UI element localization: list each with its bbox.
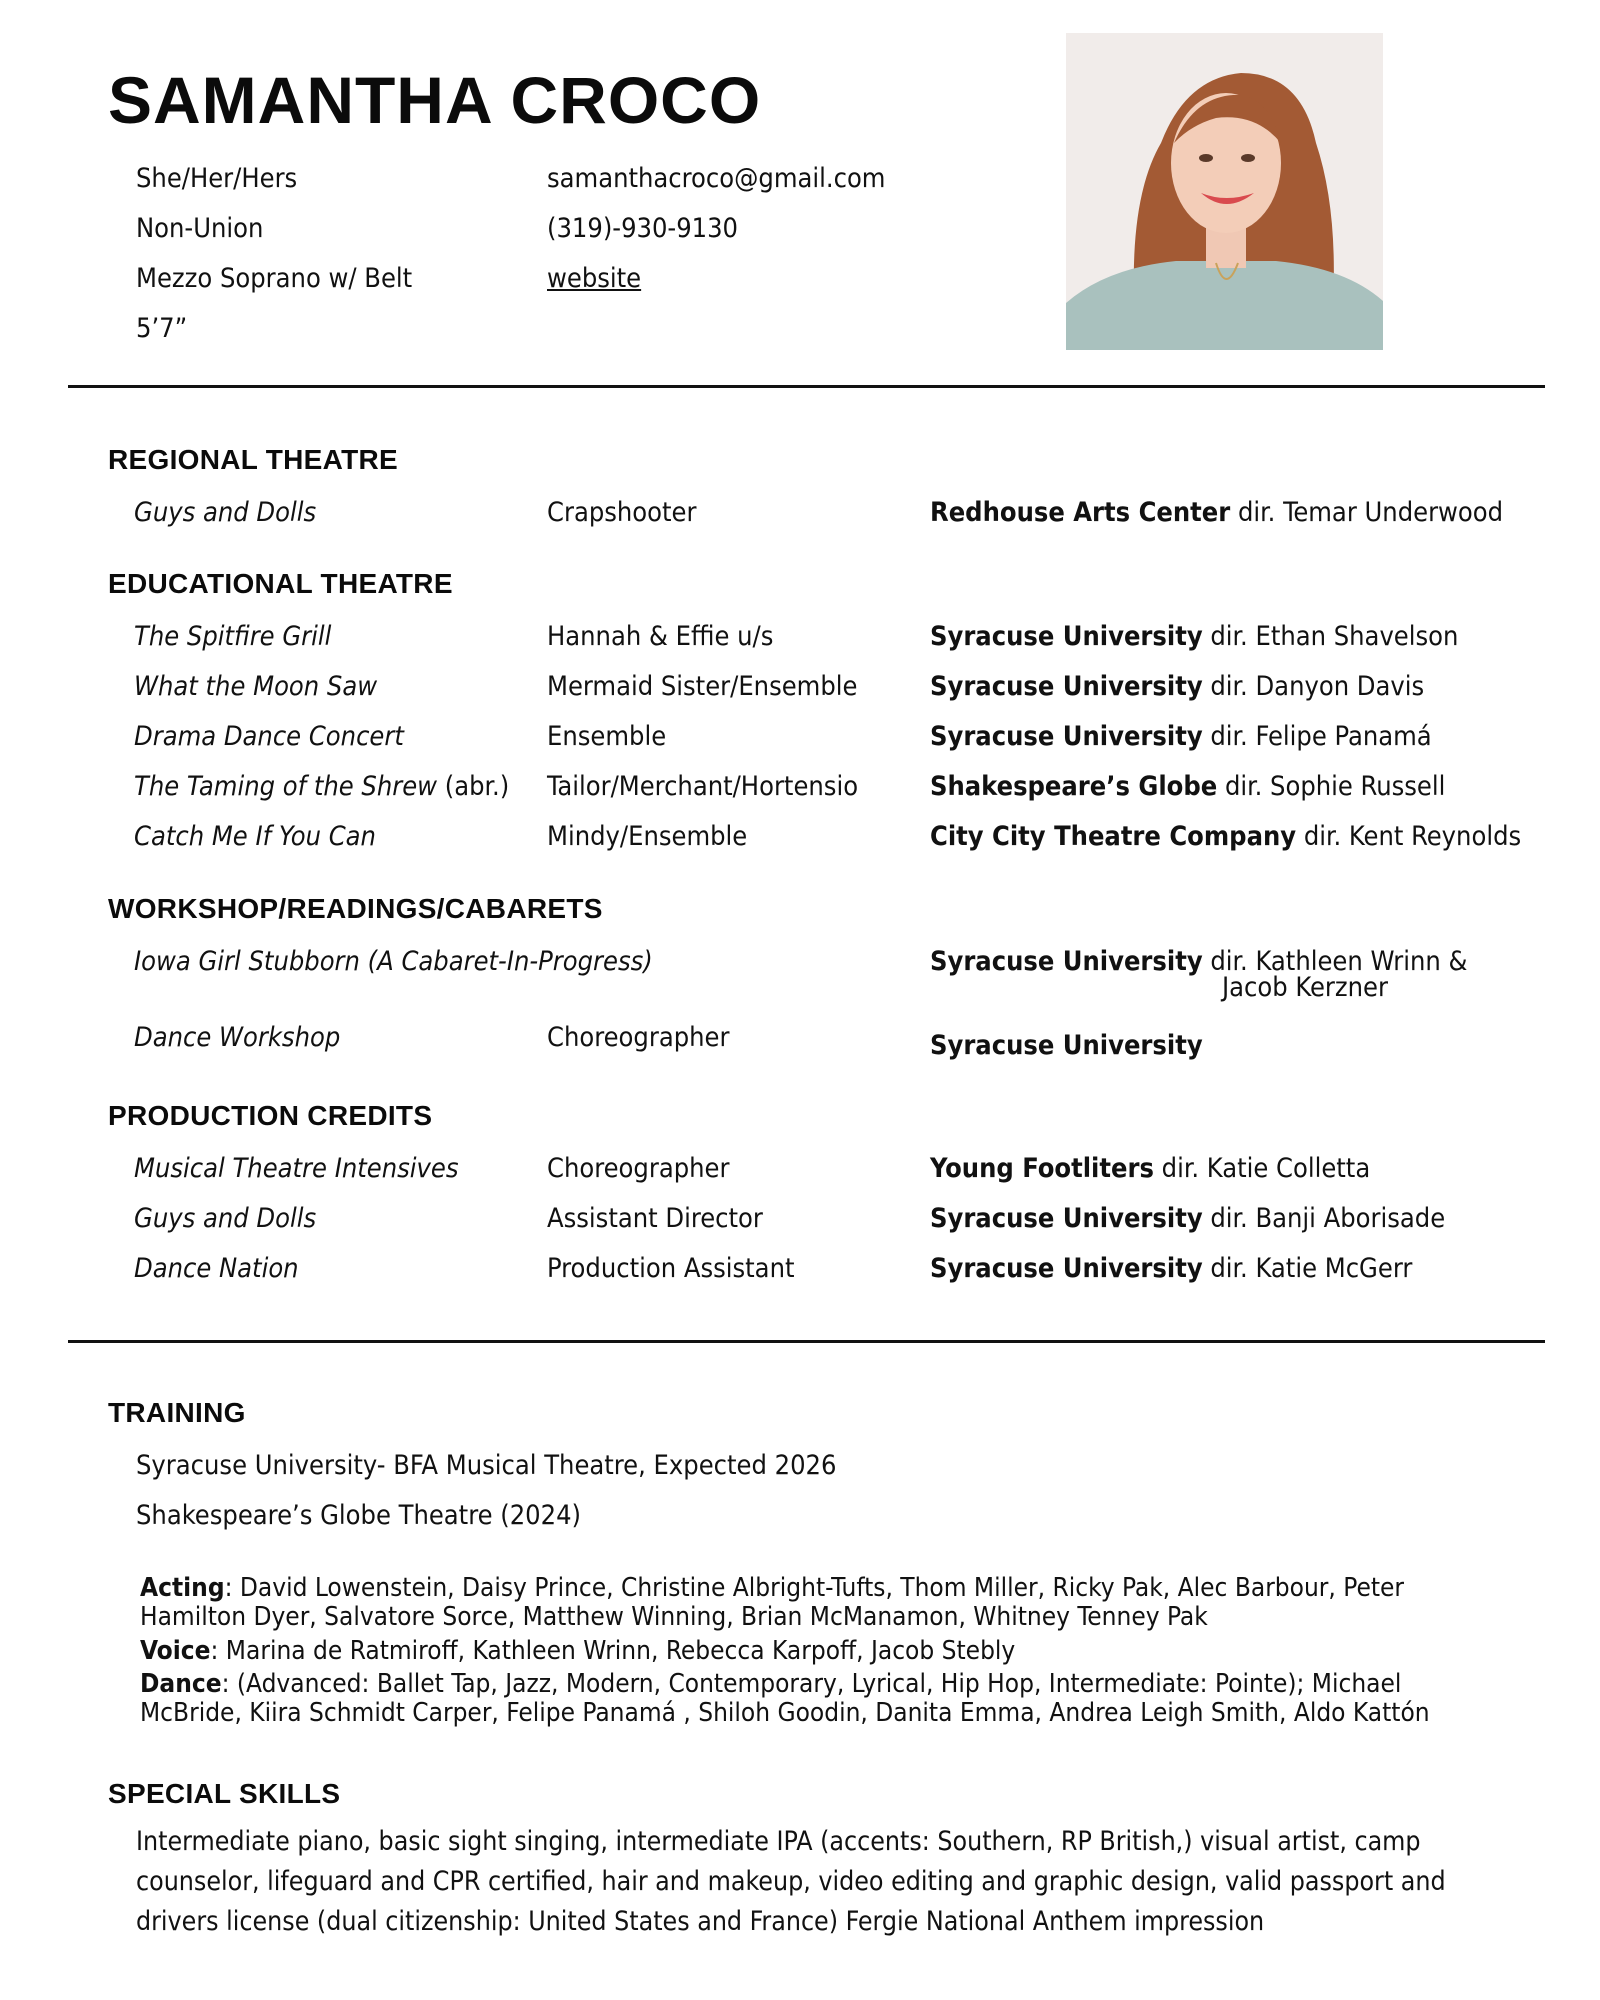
dance-label: Dance bbox=[140, 1669, 222, 1699]
headshot-photo bbox=[1066, 33, 1383, 350]
actor-name: SAMANTHA CROCO bbox=[108, 63, 762, 137]
credit-row bbox=[0, 721, 1600, 771]
pronouns: She/Her/Hers bbox=[136, 163, 298, 194]
venue: Shakespeare’s Globe bbox=[930, 771, 1218, 802]
credit-row bbox=[0, 1022, 1600, 1072]
phone[interactable]: (319)-930-9130 bbox=[547, 213, 739, 244]
show-title: Drama Dance Concert bbox=[134, 721, 404, 752]
credit-row bbox=[0, 1153, 1600, 1203]
venue: Syracuse University bbox=[930, 946, 1203, 977]
venue: Syracuse University bbox=[930, 621, 1203, 652]
personal-info bbox=[136, 154, 412, 354]
special-skills-heading: SPECIAL SKILLS bbox=[108, 1778, 341, 1809]
voice-teachers bbox=[140, 1637, 1460, 1666]
credit-row bbox=[0, 497, 1600, 547]
director: dir. Felipe Panamá bbox=[1210, 721, 1432, 752]
dance-teachers bbox=[140, 1670, 1460, 1728]
role: Ensemble bbox=[547, 721, 667, 752]
production-credits-heading: PRODUCTION CREDITS bbox=[108, 1100, 433, 1131]
voice-type: Mezzo Soprano w/ Belt bbox=[136, 263, 413, 294]
show-title: Guys and Dolls bbox=[134, 497, 317, 528]
headshot-illustration bbox=[1066, 33, 1383, 350]
acting-list: : David Lowenstein, Daisy Prince, Christine Albright-Tufts, Thom Miller, Ricky Pak, Alec Barbour, Peter Hamilton Dyer, Salvatore Sorce, Matthew Winning, Brian McManamon, Whitney Tenney Pak bbox=[140, 1573, 1405, 1632]
role: Production Assistant bbox=[547, 1253, 795, 1284]
director: dir. Kathleen Wrinn & bbox=[1210, 946, 1468, 977]
role: Mermaid Sister/Ensemble bbox=[547, 671, 858, 702]
height: 5’7” bbox=[136, 313, 188, 344]
director: dir. Danyon Davis bbox=[1210, 671, 1425, 702]
show-title: What the Moon Saw bbox=[134, 671, 378, 702]
voice-list: : Marina de Ratmiroff, Kathleen Wrinn, Rebecca Karpoff, Jacob Stebly bbox=[210, 1636, 1016, 1666]
role: Crapshooter bbox=[547, 497, 697, 528]
educational-theatre-heading: EDUCATIONAL THEATRE bbox=[108, 568, 453, 599]
acting-teachers bbox=[140, 1574, 1460, 1632]
venue-director bbox=[930, 821, 1521, 852]
regional-theatre-heading: REGIONAL THEATRE bbox=[108, 444, 398, 475]
venue: Syracuse University bbox=[930, 671, 1203, 702]
training-heading: TRAINING bbox=[108, 1397, 246, 1428]
training-program: Syracuse University- BFA Musical Theatre, Expected 2026 bbox=[136, 1450, 837, 1481]
director: dir. Kent Reynolds bbox=[1303, 821, 1522, 852]
director: dir. Katie McGerr bbox=[1210, 1253, 1413, 1284]
show-title-group bbox=[134, 771, 509, 802]
show-title: The Spitfire Grill bbox=[134, 621, 332, 652]
venue: Syracuse University bbox=[930, 1253, 1203, 1284]
venue-director bbox=[930, 1153, 1370, 1184]
venue-director bbox=[930, 1203, 1445, 1234]
director: dir. Temar Underwood bbox=[1237, 497, 1504, 528]
venue-director bbox=[930, 671, 1424, 702]
venue: Syracuse University bbox=[930, 1030, 1203, 1061]
venue: Redhouse Arts Center bbox=[930, 497, 1231, 528]
venue: Syracuse University bbox=[930, 1203, 1203, 1234]
venue-director bbox=[930, 1030, 1203, 1061]
credit-row bbox=[0, 771, 1600, 821]
show-title: Guys and Dolls bbox=[134, 1203, 317, 1234]
role: Tailor/Merchant/Hortensio bbox=[547, 771, 859, 802]
role: Choreographer bbox=[547, 1022, 730, 1053]
show-title: Dance Nation bbox=[134, 1253, 299, 1284]
venue-director bbox=[930, 621, 1458, 652]
venue: Syracuse University bbox=[930, 721, 1203, 752]
venue-director bbox=[930, 497, 1503, 528]
director: dir. Banji Aborisade bbox=[1210, 1203, 1446, 1234]
role: Assistant Director bbox=[547, 1203, 763, 1234]
voice-label: Voice bbox=[140, 1636, 211, 1666]
special-skills-text: Intermediate piano, basic sight singing, intermediate IPA (accents: Southern, RP British,) visual artist, camp counselor, lifeguard and CPR certified, hair and makeup, video editing and graphic design, valid passport and drivers license (dual citizenship: United States and France) Fergie National Anthem impression bbox=[136, 1826, 1446, 1937]
role: Choreographer bbox=[547, 1153, 730, 1184]
contact-info bbox=[547, 154, 885, 304]
divider-bottom bbox=[68, 1340, 1545, 1343]
dance-list: : (Advanced: Ballet Tap, Jazz, Modern, Contemporary, Lyrical, Hip Hop, Intermediate: Pointe); Michael McBride, Kiira Schmidt Carper, Felipe Panamá , Shiloh Goodin, Danita Emma, Andrea Leigh Smith, Aldo Kattón bbox=[140, 1669, 1430, 1728]
credit-row bbox=[0, 1253, 1600, 1303]
credit-row bbox=[0, 821, 1600, 871]
director-line2: Jacob Kerzner bbox=[1222, 972, 1388, 1003]
email[interactable]: samanthacroco@gmail.com bbox=[547, 163, 886, 194]
divider-top bbox=[68, 385, 1545, 388]
show-title: The Taming of the Shrew bbox=[134, 771, 438, 802]
director: dir. Katie Colletta bbox=[1161, 1153, 1371, 1184]
union-status: Non-Union bbox=[136, 213, 264, 244]
director: dir. Ethan Shavelson bbox=[1210, 621, 1459, 652]
venue: City City Theatre Company bbox=[930, 821, 1297, 852]
workshop-heading: WORKSHOP/READINGS/CABARETS bbox=[108, 893, 603, 924]
credit-row bbox=[0, 621, 1600, 671]
venue: Young Footliters bbox=[930, 1153, 1154, 1184]
venue-director bbox=[930, 721, 1432, 752]
show-title: Dance Workshop bbox=[134, 1022, 341, 1053]
show-title: Iowa Girl Stubborn (A Cabaret-In-Progress) bbox=[134, 946, 653, 977]
venue-director bbox=[930, 1253, 1412, 1284]
show-title: Musical Theatre Intensives bbox=[134, 1153, 459, 1184]
show-suffix: (abr.) bbox=[437, 771, 510, 802]
credit-row bbox=[0, 1203, 1600, 1253]
show-title: Catch Me If You Can bbox=[134, 821, 376, 852]
acting-label: Acting bbox=[140, 1573, 225, 1603]
training-program: Shakespeare’s Globe Theatre (2024) bbox=[136, 1500, 582, 1531]
website-link[interactable]: website bbox=[547, 263, 642, 294]
role: Mindy/Ensemble bbox=[547, 821, 748, 852]
role: Hannah & Effie u/s bbox=[547, 621, 774, 652]
credit-row bbox=[0, 671, 1600, 721]
venue-director bbox=[930, 771, 1445, 802]
director: dir. Sophie Russell bbox=[1224, 771, 1446, 802]
